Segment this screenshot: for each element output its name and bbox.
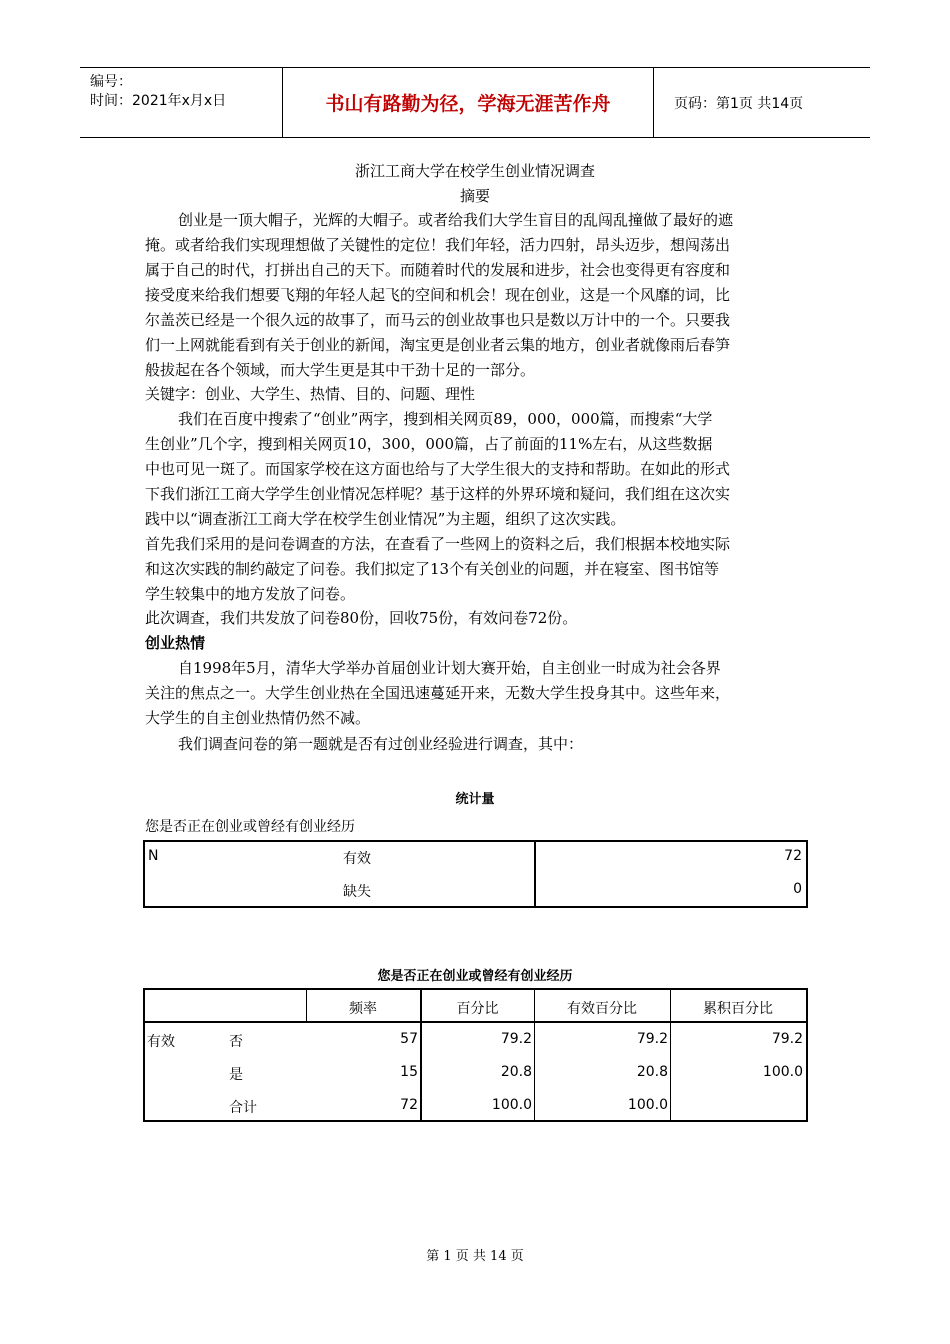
paragraph-line: 我们调查问卷的第一题就是否有过创业经验进行调查，其中： [178,735,584,753]
document-title: 浙江工商大学在校学生创业情况调查 [354,162,595,180]
paragraph-line: 学生较集中的地方发放了问卷。 [145,585,356,603]
abstract-line: 属于自己的时代，打拼出自己的天下。而随着时代的发展和进步，社会也变得更有容度和 [145,261,731,279]
page-header [80,67,870,138]
page-footer: 第 1 页 共 14 页 [426,1249,524,1264]
freq-cell: 20.8 [500,1064,532,1080]
paragraph-line: 首先我们采用的是问卷调查的方法，在查看了一些网上的资料之后，我们根据本校地实际 [145,535,731,553]
freq-group-label: 有效 [147,1034,175,1050]
paragraph-line: 下我们浙江工商大学学生创业情况怎样呢？基于这样的外界环境和疑问，我们组在这次实 [145,485,731,503]
freq-table-title: 您是否正在创业或曾经有创业经历 [377,969,573,984]
abstract-line: 般拔起在各个领域，而大学生更是其中干劲十足的一部分。 [145,361,536,379]
freq-cell: 57 [400,1031,418,1047]
paragraph-line: 生创业”几个字，搜到相关网页10，300，000篇，占了前面的11%左右，从这些数据 [145,435,713,453]
stats-row-label: 有效 [343,851,371,867]
header-page-code [664,68,870,137]
freq-cell: 15 [400,1064,418,1080]
abstract-line: 创业是一顶大帽子，光辉的大帽子。或者给我们大学生盲目的乱闯乱撞做了最好的遮 [178,211,734,229]
abstract-line: 掩。或者给我们实现理想做了关键性的定位！我们年轻，活力四射，昂头迈步，想闯荡出 [145,236,731,254]
freq-table-header-rule [143,1021,808,1023]
page-code-text: 页码：第1页 共14页 [674,95,804,112]
paragraph-line: 大学生的自主创业热情仍然不减。 [145,709,371,727]
section-heading: 创业热情 [145,634,206,652]
stats-row-label: 缺失 [343,884,371,900]
freq-header: 累积百分比 [703,1001,773,1017]
freq-header: 频率 [349,1001,377,1017]
paragraph-line: 此次调查，我们共发放了问卷80份，回收75份，有效问卷72份。 [145,609,578,627]
header-meta [80,68,283,137]
stats-table-title: 统计量 [455,792,495,807]
freq-cell: 72 [400,1097,418,1113]
freq-cell: 20.8 [636,1064,668,1080]
freq-row-label: 否 [229,1034,243,1050]
paragraph-line: 自1998年5月，清华大学举办首届创业计划大赛开始，自主创业一时成为社会各界 [178,659,721,677]
paragraph-line: 践中以“调查浙江工商大学在校学生创业情况”为主题，组织了这次实践。 [145,510,626,528]
stats-row-value: 72 [784,848,802,864]
number-label: 编号： [90,74,132,90]
keywords: 关键字：创业、大学生、热情、目的、问题、理性 [145,385,476,403]
stats-table-divider [534,840,536,908]
abstract-line: 尔盖茨已经是一个很久远的故事了，而马云的创业故事也只是数以万计中的一个。只要我 [145,311,731,329]
stats-n-label: N [148,848,159,864]
abstract-line: 接受度来给我们想要飞翔的年轻人起飞的空间和机会！现在创业，这是一个风靡的词，比 [145,286,731,304]
freq-header: 百分比 [456,1001,499,1017]
paragraph-line: 关注的焦点之一。大学生创业热在全国迅速蔓延开来，无数大学生投身其中。这些年来， [145,684,731,702]
freq-cell: 100.0 [627,1097,668,1113]
header-motto: 书山有路勤为径，学海无涯苦作舟 [283,68,654,137]
freq-cell: 79.2 [500,1031,532,1047]
freq-cell: 79.2 [771,1031,803,1047]
stats-row-value: 0 [793,881,802,897]
paragraph-line: 和这次实践的制约敲定了问卷。我们拟定了13个有关创业的问题，并在寝室、图书馆等 [145,560,720,578]
freq-row-label: 是 [229,1067,243,1083]
freq-cell: 100.0 [762,1064,803,1080]
paragraph-line: 中也可见一斑了。而国家学校在这方面也给与了大学生很大的支持和帮助。在如此的形式 [145,460,731,478]
freq-cell: 100.0 [491,1097,532,1113]
freq-header: 有效百分比 [567,1001,637,1017]
abstract-line: 们一上网就能看到有关于创业的新闻，淘宝更是创业者云集的地方，创业者就像雨后春笋 [145,336,731,354]
freq-cell: 79.2 [636,1031,668,1047]
abstract-heading: 摘要 [459,187,490,205]
paragraph-line: 我们在百度中搜索了“创业”两字，搜到相关网页89，000，000篇，而搜索“大学 [178,410,713,428]
stats-table-caption: 您是否正在创业或曾经有创业经历 [145,819,355,835]
freq-row-label: 合计 [229,1100,257,1116]
date-line: 时间：2021年x月x日 [90,93,227,109]
